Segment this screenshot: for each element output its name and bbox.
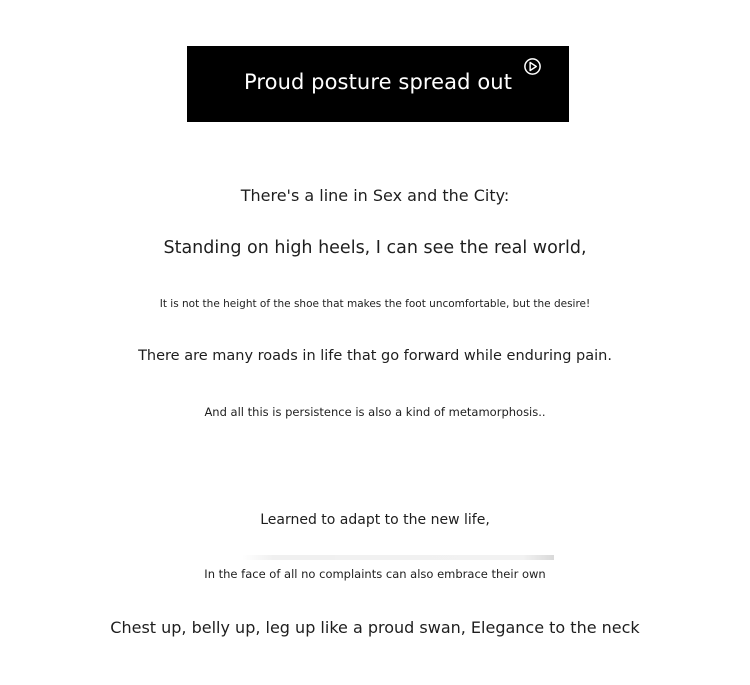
play-circle-icon[interactable] <box>523 57 542 76</box>
text-line-3: It is not the height of the shoe that makes the foot uncomfortable, but the desire! <box>159 298 591 310</box>
text-line-4: There are many roads in life that go forward while enduring pain. <box>138 348 612 364</box>
overlapping-text-artifact <box>242 555 554 560</box>
text-line-2: Standing on high heels, I can see the real world, <box>163 238 587 258</box>
text-line-8: Chest up, belly up, leg up like a proud swan, Elegance to the neck <box>110 618 640 637</box>
text-line-7: In the face of all no complaints can also embrace their own <box>204 567 546 581</box>
text-line-6: Learned to adapt to the new life, <box>260 512 490 528</box>
text-line-1: There's a line in Sex and the City: <box>240 186 510 205</box>
banner-title: Proud posture spread out <box>243 70 513 94</box>
title-banner <box>187 46 569 122</box>
text-line-5: And all this is persistence is also a kind of metamorphosis.. <box>204 405 546 419</box>
